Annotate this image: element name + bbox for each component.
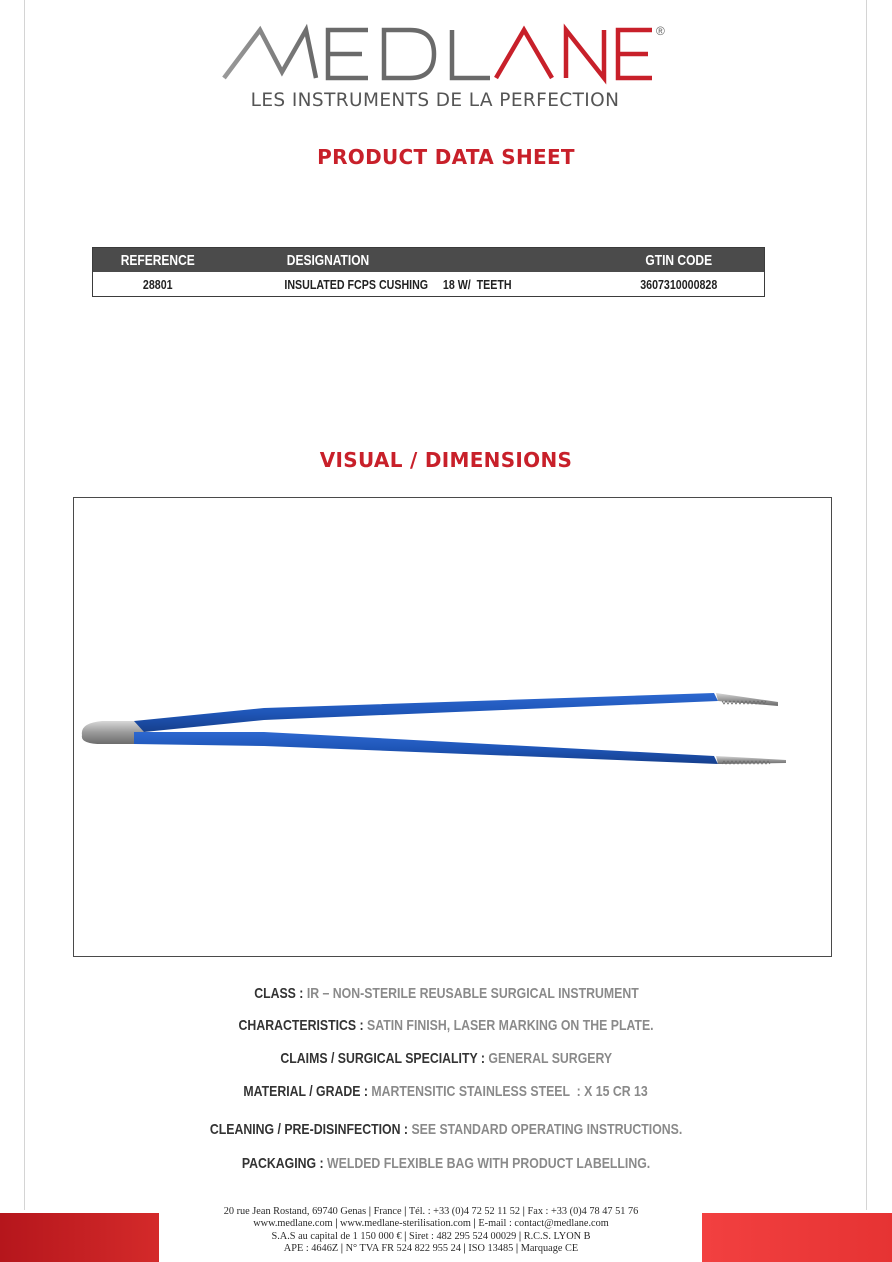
footer-rcs: R.C.S. LYON B (523, 1230, 591, 1242)
registered-mark: ® (656, 24, 665, 38)
visual-dimensions-frame (73, 497, 832, 957)
footer-country: France (373, 1206, 402, 1217)
spec-class (0, 985, 892, 1002)
footer-siret: Siret : 482 295 524 00029 (409, 1230, 517, 1242)
cell-reference: 28801 (142, 276, 173, 292)
footer-ape: APE : 4646Z (283, 1242, 339, 1254)
spec-packaging-key: PACKAGING : (241, 1155, 327, 1172)
footer-address: 20 rue Jean Rostand, 69740 Genas (223, 1206, 367, 1217)
footer-red-bar-right (702, 1213, 892, 1262)
footer-website[interactable]: www.medlane.com (253, 1218, 333, 1230)
footer-line-codes: APE : 4646Z | N° TVA FR 524 822 955 24 | ISO 13485 | Marquage CE (283, 1242, 579, 1254)
spec-class-key: CLASS : (253, 985, 307, 1002)
spec-material-key: MATERIAL / GRADE : (243, 1083, 372, 1100)
spec-material (0, 1083, 892, 1100)
company-footer (160, 1206, 702, 1255)
footer-line-legal: S.A.S au capital de 1 150 000 € | Siret : 482 295 524 00029 | R.C.S. LYON B (271, 1230, 591, 1242)
table-row (93, 272, 765, 297)
footer-line-address: 20 rue Jean Rostand, 69740 Genas | France | Tél. : +33 (0)4 72 52 11 52 | Fax : +33 (0)4 78 47 51 76 (223, 1206, 639, 1217)
table-header-row (93, 248, 765, 273)
insulated-forceps-image (74, 498, 831, 956)
sheet-title: PRODUCT DATA SHEET (317, 145, 575, 169)
header-gtin: GTIN CODE (644, 251, 712, 269)
footer-fax: Fax : +33 (0)4 78 47 51 76 (527, 1206, 639, 1217)
footer-vat: N° TVA FR 524 822 955 24 (345, 1242, 461, 1254)
footer-capital: S.A.S au capital de 1 150 000 € (271, 1230, 402, 1242)
spec-material-value: MARTENSITIC STAINLESS STEEL : X 15 CR 13 (371, 1083, 649, 1100)
spec-class-value: IR – NON-STERILE REUSABLE SURGICAL INSTRUMENT (306, 985, 639, 1002)
medlane-wordmark-icon (220, 22, 680, 92)
footer-line-web: www.medlane.com | www.medlane-sterilisation.com | E-mail : contact@medlane.com (253, 1218, 609, 1230)
visual-title: VISUAL / DIMENSIONS (319, 448, 573, 472)
footer-email[interactable]: E-mail : contact@medlane.com (478, 1218, 609, 1230)
spec-cleaning-key: CLEANING / PRE-DISINFECTION : (209, 1121, 412, 1138)
header-reference: REFERENCE (120, 251, 195, 269)
footer-phone: Tél. : +33 (0)4 72 52 11 52 (408, 1206, 521, 1217)
spec-characteristics-key: CHARACTERISTICS : (238, 1017, 367, 1034)
footer-red-bar-left (0, 1213, 159, 1262)
footer-website-sterilisation[interactable]: www.medlane-sterilisation.com (340, 1218, 471, 1230)
spec-claims-value: GENERAL SURGERY (488, 1050, 612, 1067)
cell-designation: INSULATED FCPS CUSHING 18 W/ TEETH (283, 276, 512, 292)
reference-table (92, 247, 765, 297)
brand-tagline: LES INSTRUMENTS DE LA PERFECTION (250, 90, 620, 111)
spec-claims-key: CLAIMS / SURGICAL SPECIALITY : (280, 1050, 489, 1067)
footer-ce: Marquage CE (520, 1242, 579, 1254)
spec-cleaning-value: SEE STANDARD OPERATING INSTRUCTIONS. (411, 1121, 683, 1138)
spec-cleaning (0, 1121, 892, 1138)
footer-iso: ISO 13485 (468, 1242, 514, 1254)
header-designation: DESIGNATION (286, 251, 369, 269)
spec-packaging-value: WELDED FLEXIBLE BAG WITH PRODUCT LABELLING. (326, 1155, 651, 1172)
cell-gtin: 3607310000828 (639, 276, 717, 292)
spec-claims (0, 1050, 892, 1067)
spec-characteristics-value: SATIN FINISH, LASER MARKING ON THE PLATE. (366, 1017, 654, 1034)
spec-characteristics (0, 1017, 892, 1034)
spec-packaging (0, 1155, 892, 1172)
